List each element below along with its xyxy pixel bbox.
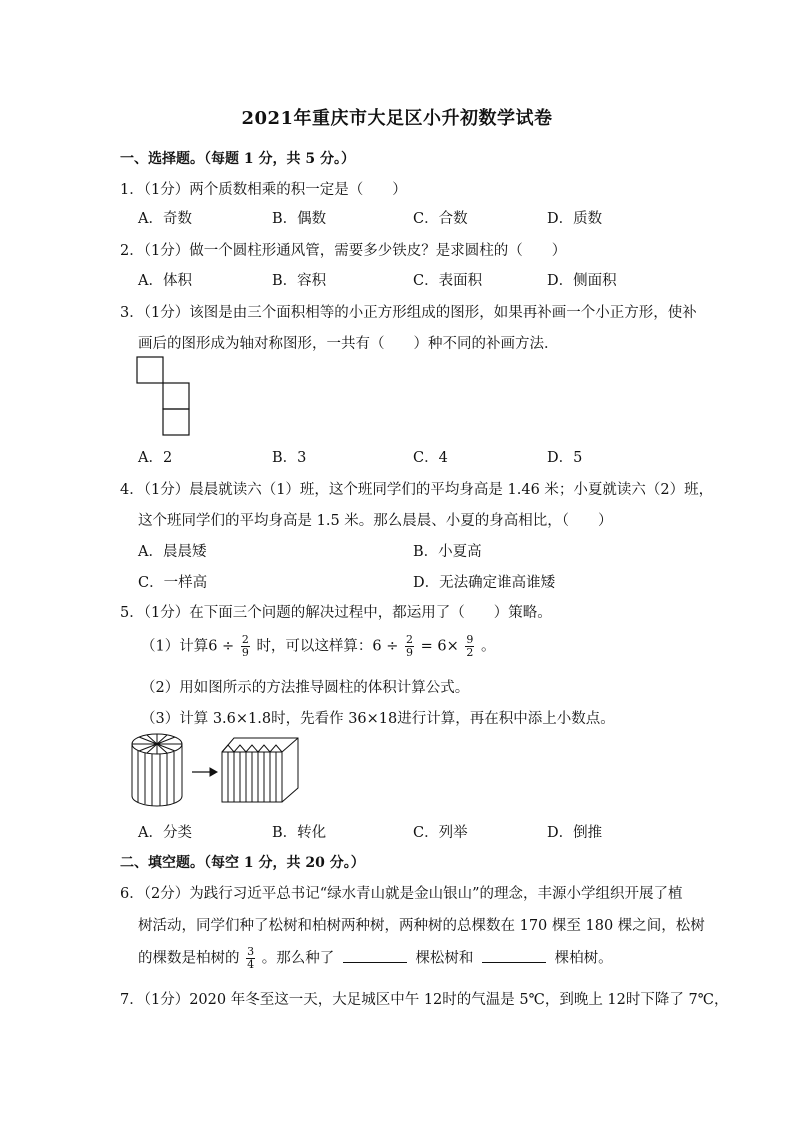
q4-option-c: C．一样高 — [138, 575, 208, 591]
q2-option-b: B．容积 — [272, 273, 327, 289]
q3-option-b: B．3 — [272, 450, 307, 466]
q1-option-a: A．奇数 — [138, 211, 192, 227]
answer-blank-pine[interactable] — [343, 950, 407, 963]
cylinder-drawing — [132, 734, 182, 806]
q5-sub2: （2）用如图所示的方法推导圆柱的体积计算公式。 — [141, 680, 470, 696]
question-5-stem: 5．（1分）在下面三个问题的解决过程中，都运用了（ ）策略。 — [120, 605, 552, 621]
q3-option-a: A．2 — [138, 450, 173, 466]
q2-option-d: D．侧面积 — [547, 273, 617, 289]
q4-option-d: D．无法确定谁高谁矮 — [413, 575, 556, 591]
q5-option-b: B．转化 — [272, 825, 327, 841]
question-6-stem-line3 — [138, 946, 613, 971]
q2-option-a: A．体积 — [138, 273, 192, 289]
question-7-stem-line1: 7．（1分）2020 年冬至这一天，大足城区中午 12时的气温是 5℃，到晚上 12时下降了 7℃， — [120, 992, 729, 1008]
q3-option-c: C．4 — [413, 450, 448, 466]
q6-line3-part-d: 棵柏树。 — [554, 950, 613, 967]
q4-option-b: B．小夏高 — [413, 544, 482, 560]
question-3-stem-line1: 3．（1分）该图是由三个面积相等的小正方形组成的图形，如果再补画一个小正方形，使补 — [120, 305, 697, 321]
q5-sub1-part-a: （1）计算6 ÷ — [141, 638, 235, 655]
question-1-stem: 1．（1分）两个质数相乘的积一定是（ ） — [120, 182, 407, 198]
fraction-9-2: $\frac{9}{2}$ — [466, 633, 474, 659]
question-2-stem: 2．（1分）做一个圆柱形通风管，需要多少铁皮？是求圆柱的（ ） — [120, 243, 567, 259]
three-squares-figure — [136, 356, 194, 438]
cuboid-drawing — [222, 738, 298, 802]
q5-sub1-part-b: 时，可以这样算：6 ÷ — [256, 638, 399, 655]
q5-sub1-part-c: = 6× — [420, 638, 459, 655]
q5-sub1-part-d: 。 — [481, 638, 496, 655]
fraction-2-9: $\frac{2}{9}$ — [241, 633, 249, 659]
question-6-stem-line1: 6．（2分）为践行习近平总书记“绿水青山就是金山银山”的理念，丰源小学组织开展了植 — [120, 886, 683, 902]
fraction-2-9-second: $\frac{2}{9}$ — [406, 633, 414, 659]
question-6-stem-line2: 树活动，同学们种了松树和柏树两种树，两种树的总棵数在 170 棵至 180 棵之间，松树 — [138, 918, 705, 934]
question-4-stem-line1: 4．（1分）晨晨就读六（1）班，这个班同学们的平均身高是 1.46 米；小夏就读六（2）班， — [120, 482, 714, 498]
q6-line3-part-c: 棵松树和 — [415, 950, 474, 967]
q1-option-c: C．合数 — [413, 211, 468, 227]
q1-option-d: D．质数 — [547, 211, 603, 227]
q5-option-a: A．分类 — [138, 825, 192, 841]
section-heading-choice: 一、选择题。（每题 1 分，共 5 分。） — [120, 151, 355, 167]
fraction-3-4: $\frac{3}{4}$ — [247, 945, 255, 971]
q5-sub3: （3）计算 3.6×1.8时，先看作 36×18进行计算，再在积中添上小数点。 — [141, 711, 615, 727]
q2-option-c: C．表面积 — [413, 273, 483, 289]
q6-line3-part-b: 。那么种了 — [261, 950, 335, 967]
q5-sub1 — [141, 634, 496, 659]
q5-option-d: D．倒推 — [547, 825, 603, 841]
cylinder-transform-figure — [130, 732, 310, 812]
arrow-right-icon — [192, 768, 217, 776]
question-3-stem-line2: 画后的图形成为轴对称图形，一共有（ ）种不同的补画方法． — [138, 336, 559, 352]
exam-title: 2021年重庆市大足区小升初数学试卷 — [241, 108, 553, 129]
answer-blank-cypress[interactable] — [482, 950, 546, 963]
q3-option-d: D．5 — [547, 450, 583, 466]
q5-option-c: C．列举 — [413, 825, 468, 841]
question-4-stem-line2: 这个班同学们的平均身高是 1.5 米。那么晨晨、小夏的身高相比，（ ） — [138, 513, 613, 529]
section-heading-fill: 二、填空题。（每空 1 分，共 20 分。） — [120, 855, 365, 871]
q6-line3-part-a: 的棵数是柏树的 — [138, 950, 240, 967]
q1-option-b: B．偶数 — [272, 211, 327, 227]
q4-option-a: A．晨晨矮 — [138, 544, 207, 560]
